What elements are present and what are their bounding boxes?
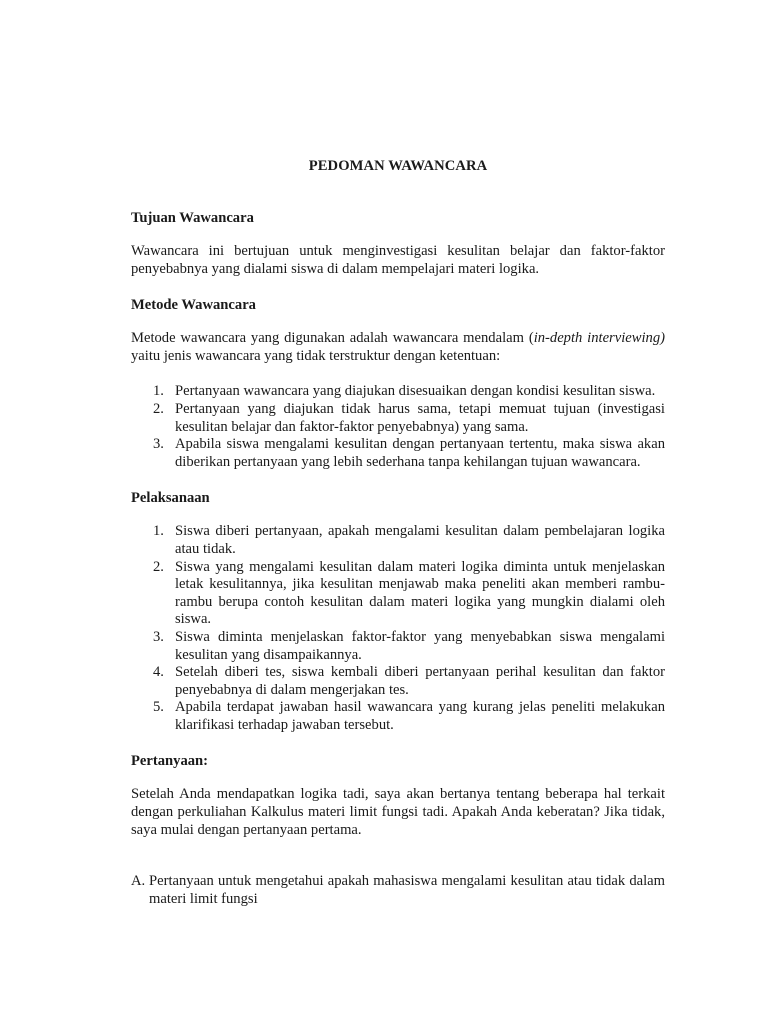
list-metode-ketentuan (131, 383, 665, 471)
list-item-text: Pertanyaan yang diajukan tidak harus sama, tetapi memuat tujuan (investigasi kesulitan belajar dan faktor-faktor penyebabnya) yang sama. (175, 400, 665, 435)
list-item-number: 2. (153, 558, 164, 575)
list-item-text: Apabila terdapat jawaban hasil wawancara yang kurang jelas peneliti melakukan klarifikasi terhadap jawaban tersebut. (175, 699, 665, 733)
list-item (131, 664, 665, 699)
list-item (131, 559, 665, 629)
heading-pelaksanaan: Pelaksanaan (131, 490, 210, 507)
list-item-number: 3. (153, 628, 164, 645)
list-item-number: 3. (153, 436, 164, 453)
list-item (131, 401, 665, 436)
heading-pertanyaan: Pertanyaan: (131, 753, 209, 770)
list-item-text: Siswa yang mengalami kesulitan dalam materi logika diminta untuk menjelaskan letak kesulitannya, jika kesulitan menjawab maka peneliti akan memberi rambu-rambu berupa contoh kesulitan dalam materi logika yang mungkin dialami oleh siswa. (175, 558, 665, 628)
question-item-a (131, 873, 665, 908)
list-pelaksanaan (131, 523, 665, 734)
list-item-number: 1. (153, 383, 164, 400)
list-item-number: 2. (153, 400, 164, 417)
list-item (131, 699, 665, 734)
list-item-text: Apabila siswa mengalami kesulitan dengan pertanyaan tertentu, maka siswa akan diberikan pertanyaan yang lebih sederhana tanpa kehilangan tujuan wawancara. (175, 436, 665, 470)
list-item-number: 1. (153, 523, 164, 540)
list-item (131, 383, 665, 401)
document-title: PEDOMAN WAWANCARA (308, 158, 488, 174)
list-item-text: Pertanyaan wawancara yang diajukan disesuaikan dengan kondisi kesulitan siswa. (175, 383, 656, 400)
heading-metode-wawancara: Metode Wawancara (131, 297, 256, 314)
list-item-number: 4. (153, 664, 164, 681)
spacer (131, 857, 665, 873)
paragraph-metode-start: Metode wawancara yang digunakan adalah wawancara mendalam ( (131, 330, 534, 347)
heading-tujuan-wawancara: Tujuan Wawancara (131, 210, 254, 226)
paragraph-metode-italic: in-depth interviewing) (533, 330, 665, 347)
paragraph-pertanyaan: Setelah Anda mendapatkan logika tadi, saya akan bertanya tentang beberapa hal terkait dengan perkuliahan Kalkulus materi limit fungsi tadi. Apakah Anda keberatan? Jika tidak, saya mulai dengan pertanyaan pertama. (131, 786, 665, 838)
list-item-text: Setelah diberi tes, siswa kembali diberi pertanyaan perihal kesulitan dan faktor penyebabnya di dalam mengerjakan tes. (175, 664, 665, 698)
list-item-text: Siswa diminta menjelaskan faktor-faktor yang menyebabkan siswa mengalami kesulitan yang disampaikannya. (175, 628, 665, 663)
list-item (131, 629, 665, 664)
question-item-letter: A. (131, 873, 146, 890)
list-item (131, 523, 665, 558)
list-item-number: 5. (153, 699, 164, 716)
question-item-text: Pertanyaan untuk mengetahui apakah mahasiswa mengalami kesulitan atau tidak dalam materi limit fungsi (149, 873, 665, 907)
list-item-text: Siswa diberi pertanyaan, apakah mengalami kesulitan dalam pembelajaran logika atau tidak. (175, 523, 665, 557)
list-item (131, 436, 665, 471)
paragraph-tujuan: Wawancara ini bertujuan untuk menginvestigasi kesulitan belajar dan faktor-faktor penyebabnya yang dialami siswa di dalam mempelajari materi logika. (131, 243, 665, 277)
paragraph-metode (131, 330, 665, 365)
document-content (131, 157, 665, 908)
paragraph-metode-end: yaitu jenis wawancara yang tidak terstruktur dengan ketentuan: (131, 347, 501, 364)
